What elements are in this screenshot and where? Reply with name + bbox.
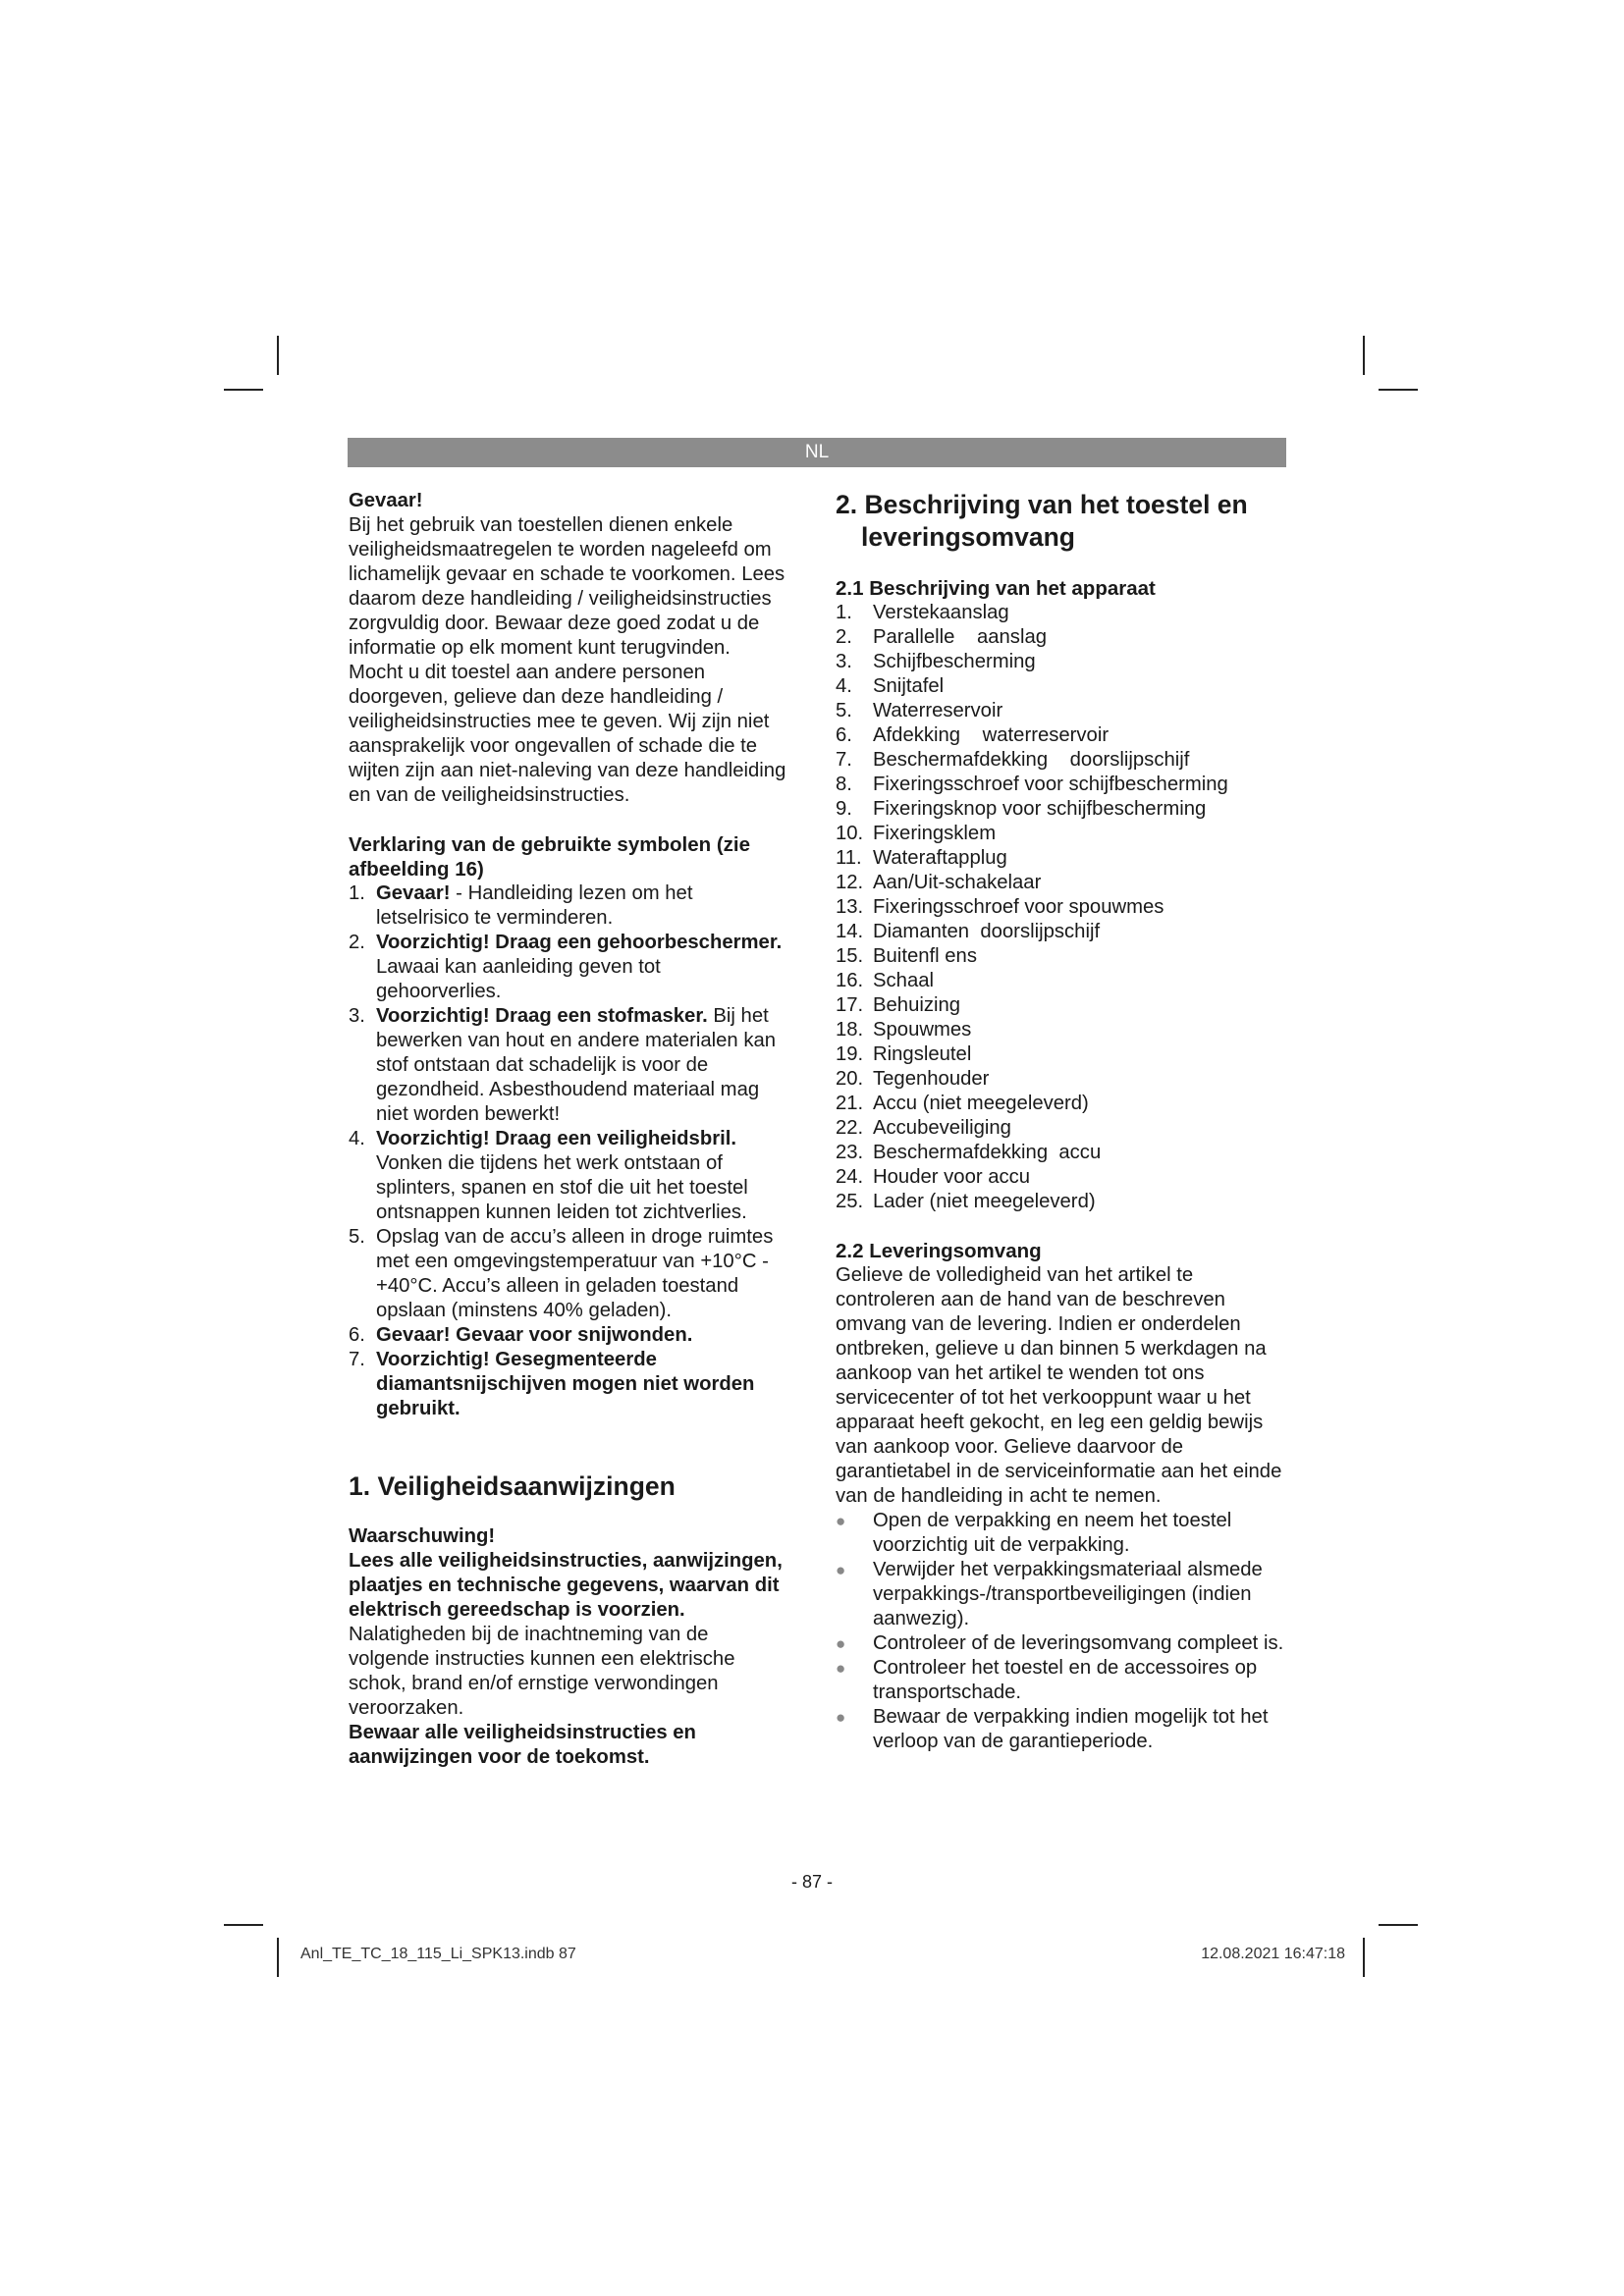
part-item (836, 920, 1289, 944)
part-item (836, 773, 1289, 797)
part-label: Buitenfl ens (873, 945, 977, 967)
part-label: Beschermafdekking doorslijpschijf (873, 749, 1190, 771)
crop-mark (224, 1924, 263, 1926)
part-label: Ringsleutel (873, 1043, 972, 1065)
part-label: Fixeringsknop voor schijfbescherming (873, 798, 1207, 820)
part-number: 23. (836, 1142, 864, 1163)
crop-mark (277, 336, 279, 375)
part-item (836, 871, 1289, 895)
part-number: 19. (836, 1043, 864, 1065)
part-item (836, 674, 1289, 699)
part-label: Diamanten doorslijpschijf (873, 921, 1101, 942)
symbol-number: 4. (349, 1128, 365, 1149)
symbol-number: 2. (349, 932, 365, 953)
part-number: 15. (836, 945, 864, 967)
part-number: 17. (836, 994, 864, 1016)
part-item (836, 1141, 1289, 1165)
part-label: Aan/Uit-schakelaar (873, 872, 1042, 893)
language-header-bar (348, 438, 1286, 467)
part-label: Fixeringsklem (873, 823, 997, 844)
part-number: 22. (836, 1117, 864, 1139)
part-label: Lader (niet meegeleverd) (873, 1191, 1096, 1212)
symbol-bold: Voorzichtig! Gesegmenteerde diamantsnijschijven mogen niet worden gebruikt. (376, 1349, 755, 1419)
symbol-item (349, 1225, 788, 1323)
part-number: 11. (836, 847, 862, 869)
part-label: Afdekking waterreservoir (873, 724, 1110, 746)
symbol-bold: Gevaar! (376, 882, 451, 904)
part-number: 5. (836, 700, 852, 721)
section-2-title-line1: 2. Beschrijving van het toestel en (836, 490, 1248, 519)
part-item (836, 723, 1289, 748)
checklist-text: Bewaar de verpakking indien mogelijk tot het verloop van de garantieperiode. (873, 1706, 1269, 1752)
symbol-number: 5. (349, 1226, 365, 1248)
part-number: 9. (836, 798, 852, 820)
part-number: 25. (836, 1191, 864, 1212)
checklist-text: Verwijder het verpakkingsmateriaal alsmede verpakkings-/transportbeveiligingen (indien aanwezig). (873, 1559, 1263, 1629)
part-number: 24. (836, 1166, 864, 1188)
part-label: Houder voor accu (873, 1166, 1031, 1188)
part-label: Beschermafdekking accu (873, 1142, 1102, 1163)
footer-timestamp: 12.08.2021 16:47:18 (1201, 1946, 1345, 1962)
checklist-text: Controleer of de leveringsomvang compleet is. (873, 1632, 1284, 1654)
symbol-text: Bij het bewerken van hout en andere materialen kan stof ontstaan dat schadelijk is voor de gezondheid. Asbesthoudend materiaal mag niet worden bewerkt! (376, 1005, 777, 1125)
part-label: Accubeveiliging (873, 1117, 1011, 1139)
part-item (836, 969, 1289, 993)
bullet-icon: ● (836, 1659, 846, 1678)
part-number: 2. (836, 626, 852, 648)
language-label: NL (804, 442, 830, 462)
part-item (836, 748, 1289, 773)
symbol-item (349, 1127, 788, 1225)
part-label: Tegenhouder (873, 1068, 990, 1090)
part-item (836, 1190, 1289, 1214)
crop-mark (277, 1938, 279, 1977)
crop-mark (1379, 389, 1418, 391)
bullet-icon: ● (836, 1561, 846, 1579)
part-number: 8. (836, 774, 852, 795)
section-2-title-line2: leveringsomvang (861, 522, 1075, 552)
part-item (836, 699, 1289, 723)
crop-mark (224, 389, 263, 391)
part-label: Spouwmes (873, 1019, 972, 1041)
part-number: 20. (836, 1068, 864, 1090)
part-number: 3. (836, 651, 852, 672)
warning-bold-2: Bewaar alle veiligheidsinstructies en aanwijzingen voor de toekomst. (349, 1722, 696, 1768)
bullet-icon: ● (836, 1708, 846, 1727)
part-label: Parallelle aanslag (873, 626, 1048, 648)
part-number: 21. (836, 1093, 864, 1114)
part-number: 18. (836, 1019, 864, 1041)
part-number: 7. (836, 749, 852, 771)
part-label: Schaal (873, 970, 935, 991)
delivery-text: Gelieve de volledigheid van het artikel te controleren aan de hand van de beschreven omvang van de levering. Indien er onderdelen ontbreken, gelieve u dan binnen 5 werkdagen na aankoop van het artikel te wenden tot ons servicecenter of tot het verkooppunt waar u het apparaat heeft gekocht, en leg een geldig bewijs van aankoop voor. Gelieve daarvoor de garantietabel in de serviceinformatie aan het einde van de handleiding in acht te nemen. (836, 1264, 1282, 1507)
part-number: 12. (836, 872, 864, 893)
part-label: Fixeringsschroef voor spouwmes (873, 896, 1164, 918)
part-number: 10. (836, 823, 864, 844)
symbol-number: 6. (349, 1324, 365, 1346)
part-number: 6. (836, 724, 852, 746)
left-column (349, 489, 788, 1770)
section-1-title: 1. Veiligheidsaanwijzingen (349, 1471, 676, 1501)
part-item (836, 944, 1289, 969)
symbols-title: Verklaring van de gebruikte symbolen (zie afbeelding 16) (349, 833, 750, 881)
part-item (836, 601, 1289, 625)
part-item (836, 895, 1289, 920)
delivery-checklist (836, 1509, 1289, 1754)
part-item (836, 822, 1289, 846)
symbol-number: 1. (349, 882, 365, 904)
symbol-bold: Voorzichtig! Draag een gehoorbeschermer. (376, 932, 783, 953)
part-item (836, 625, 1289, 650)
symbol-text: Opslag van de accu’s alleen in droge ruimtes met een omgevingstemperatuur van +10°C - +40°C. Accu’s alleen in geladen toestand opslaan (minstens 40% geladen). (376, 1226, 774, 1321)
part-label: Schijfbescherming (873, 651, 1036, 672)
part-label: Accu (niet meegeleverd) (873, 1093, 1089, 1114)
checklist-item (836, 1705, 1289, 1754)
right-column (836, 489, 1289, 1754)
subsection-2-2-title: 2.2 Leveringsomvang (836, 1240, 1042, 1262)
bullet-icon: ● (836, 1512, 846, 1530)
warning-text: Nalatigheden bij de inachtneming van de volgende instructies kunnen een elektrische schok, brand en/of ernstige verwondingen veroorzaken. (349, 1624, 735, 1719)
part-label: Verstekaanslag (873, 602, 1009, 623)
symbol-item (349, 1004, 788, 1127)
part-item (836, 1116, 1289, 1141)
part-item (836, 650, 1289, 674)
part-label: Snijtafel (873, 675, 945, 697)
checklist-item (836, 1558, 1289, 1631)
crop-mark (1363, 336, 1365, 375)
part-label: Waterreservoir (873, 700, 1003, 721)
part-number: 16. (836, 970, 864, 991)
part-number: 13. (836, 896, 864, 918)
part-number: 14. (836, 921, 864, 942)
danger-title: Gevaar! (349, 490, 423, 511)
symbol-text: - Handleiding lezen om het letselrisico te verminderen. (376, 882, 693, 929)
part-number: 1. (836, 602, 852, 623)
subsection-2-1-title: 2.1 Beschrijving van het apparaat (836, 577, 1156, 600)
part-number: 4. (836, 675, 852, 697)
crop-mark (1363, 1938, 1365, 1977)
checklist-text: Controleer het toestel en de accessoires op transportschade. (873, 1657, 1258, 1703)
parts-list (836, 601, 1289, 1214)
warning-bold: Lees alle veiligheidsinstructies, aanwijzingen, plaatjes en technische gegevens, waarvan dit elektrisch gereedschap is voorzien. (349, 1550, 783, 1621)
part-item (836, 797, 1289, 822)
checklist-text: Open de verpakking en neem het toestel voorzichtig uit de verpakking. (873, 1510, 1232, 1556)
symbol-text: Lawaai kan aanleiding geven tot gehoorverlies. (376, 956, 661, 1002)
symbol-bold: Voorzichtig! Draag een stofmasker. (376, 1005, 708, 1027)
checklist-item (836, 1509, 1289, 1558)
symbol-item (349, 1348, 788, 1421)
part-label: Wateraftapplug (873, 847, 1007, 869)
checklist-item (836, 1656, 1289, 1705)
footer-filename: Anl_TE_TC_18_115_Li_SPK13.indb 87 (300, 1946, 576, 1962)
crop-mark (1379, 1924, 1418, 1926)
symbol-bold: Gevaar! Gevaar voor snijwonden. (376, 1324, 693, 1346)
part-item (836, 846, 1289, 871)
checklist-item (836, 1631, 1289, 1656)
symbol-item (349, 931, 788, 1004)
warning-paragraph (349, 1549, 788, 1721)
part-item (836, 1018, 1289, 1042)
part-label: Behuizing (873, 994, 961, 1016)
symbol-number: 7. (349, 1349, 365, 1370)
page-number: - 87 - (790, 1872, 833, 1892)
part-item (836, 1042, 1289, 1067)
danger-text: Bij het gebruik van toestellen dienen enkele veiligheidsmaatregelen te worden nageleefd om lichamelijk gevaar en schade te voorkomen. Lees daarom deze handleiding / veiligheidsinstructies zorgvuldig door. Bewaar deze goed zodat u de informatie op elk moment kunt terugvinden. Mocht u dit toestel aan andere personen doorgeven, gelieve dan deze handleiding / veiligheidsinstructies mee te geven. Wij zijn niet aansprakelijk voor ongevallen of schade die te wijten zijn aan niet-naleving van deze handleiding en van de veiligheidsinstructies. (349, 514, 786, 806)
symbol-bold: Voorzichtig! Draag een veiligheidsbril. (376, 1128, 737, 1149)
symbol-item (349, 1323, 788, 1348)
part-item (836, 1067, 1289, 1092)
symbol-item (349, 881, 788, 931)
symbol-number: 3. (349, 1005, 365, 1027)
part-item (836, 993, 1289, 1018)
bullet-icon: ● (836, 1634, 846, 1653)
part-item (836, 1092, 1289, 1116)
symbols-list (349, 881, 788, 1421)
part-label: Fixeringsschroef voor schijfbescherming (873, 774, 1228, 795)
warning-title: Waarschuwing! (349, 1525, 496, 1547)
symbol-text: Vonken die tijdens het werk ontstaan of splinters, spanen en stof die uit het toestel ontsnappen kunnen leiden tot zichtverlies. (376, 1152, 748, 1223)
part-item (836, 1165, 1289, 1190)
section-2-title (836, 489, 1289, 554)
